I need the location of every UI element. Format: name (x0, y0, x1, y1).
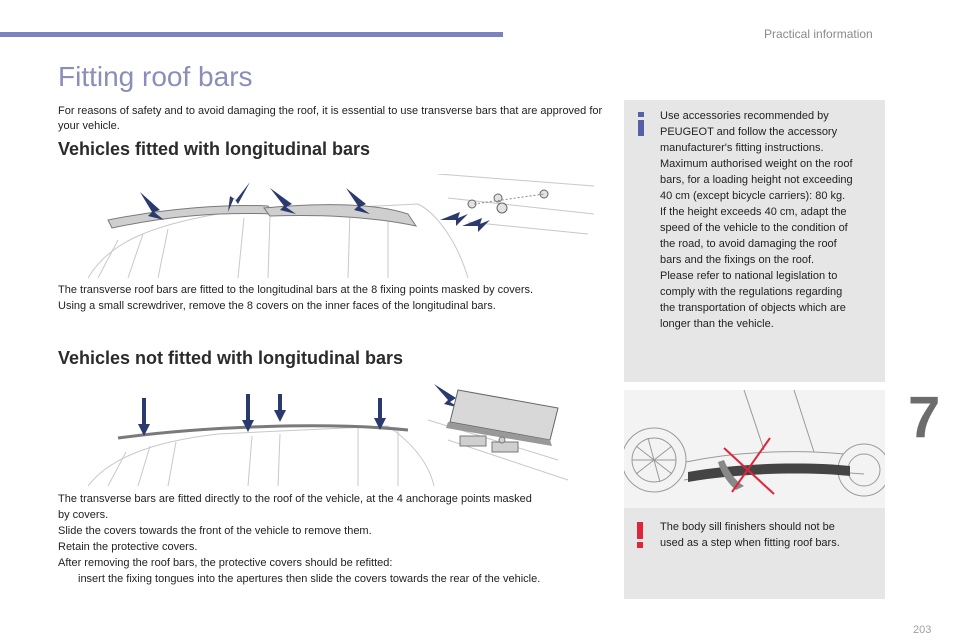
section2-line: Slide the covers towards the front of the vehicle to remove them. (58, 525, 372, 537)
info-icon (634, 112, 648, 136)
section2-line: After removing the roof bars, the protective covers should be refitted: (58, 557, 393, 569)
info-line: comply with the regulations regarding (660, 286, 843, 298)
roof-anchorage-points-illustration (88, 380, 594, 486)
info-line: speed of the vehicle to the condition of (660, 222, 848, 234)
section2-line: Retain the protective covers. (58, 541, 198, 553)
body-sill-illustration (624, 390, 885, 508)
info-line: longer than the vehicle. (660, 318, 774, 330)
section1-paragraph (58, 282, 608, 314)
info-line: manufacturer's fitting instructions. (660, 142, 824, 154)
section-heading-longitudinal: Vehicles fitted with longitudinal bars (58, 139, 371, 159)
info-line: bars, for a loading height not exceeding (660, 174, 853, 186)
page-title: Fitting roof bars (58, 61, 253, 92)
roof-longitudinal-bars-illustration (88, 174, 594, 278)
warning-line: used as a step when fitting roof bars. (660, 537, 840, 549)
bullet-text: insert the fixing tongues into the apertures then slide the covers towards the rear of the vehicle. (78, 573, 541, 585)
info-line: 40 cm (except bicycle carriers): 80 kg. (660, 190, 846, 202)
header-accent-bar (0, 32, 503, 37)
info-text (660, 108, 878, 332)
info-line: Please refer to national legislation to (660, 270, 838, 282)
info-line: the transportation of objects which are (660, 302, 846, 314)
chapter-number: 7 (908, 385, 941, 450)
warning-icon (636, 522, 644, 548)
section1-line: The transverse roof bars are fitted to the longitudinal bars at the 8 fixing points masked by covers. (58, 284, 534, 296)
section1-line: Using a small screwdriver, remove the 8 covers on the inner faces of the longitudinal bars. (58, 300, 496, 312)
info-line: If the height exceeds 40 cm, adapt the (660, 206, 847, 218)
intro-paragraph: For reasons of safety and to avoid damaging the roof, it is essential to use transverse bars that are approved for your vehicle. (58, 105, 603, 132)
warning-text (660, 519, 875, 551)
info-line: PEUGEOT and follow the accessory (660, 126, 838, 138)
section-label: Practical information (764, 27, 873, 41)
info-line: the road, to avoid damaging the roof (660, 238, 837, 250)
warning-line: The body sill finishers should not be (660, 521, 835, 533)
page-number: 203 (913, 624, 932, 636)
section2-line: by covers. (58, 509, 109, 521)
info-line: Use accessories recommended by (660, 110, 829, 122)
info-line: Maximum authorised weight on the roof (660, 158, 853, 170)
section2-paragraph (58, 491, 608, 587)
section2-line: The transverse bars are fitted directly to the roof of the vehicle, at the 4 anchorage points masked (58, 493, 532, 505)
section-heading-no-longitudinal: Vehicles not fitted with longitudinal bars (58, 348, 404, 368)
info-line: bars and the fixings on the roof. (660, 254, 815, 266)
bullet-item (58, 571, 608, 587)
